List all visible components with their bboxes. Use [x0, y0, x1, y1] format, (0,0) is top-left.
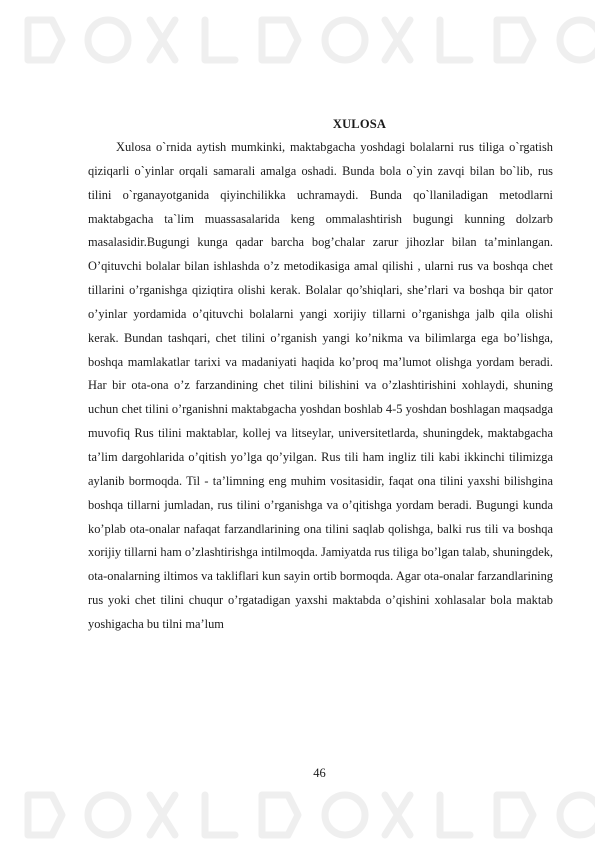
watermark-tile-row-2 — [28, 795, 595, 835]
body-paragraph: Xulosa o`rnida aytish mumkinki, maktabgacha yoshdagi bolalarni rus tiliga o`rgatish qiziqarli o`yinlar orqali samarali amalga oshadi. Bunda bola o`yin zavqi bilan bo`lib, rus tilini o`rganayotganida qiyinchilikka uchramaydi. Bunda qo`llaniladigan metodlarni maktabgacha ta`lim muassasalarida keng ommalashtirish bugungi kunning dolzarb masalasidir.Bugungi kunga qadar barcha bog’chalar zarur jihozlar bilan ta’minlangan. O’qituvchi bolalar bilan ishlashda o’z metodikasiga amal qilishi , ularni rus va boshqa chet tillarini o’rganishga qiziqtira olishi kerak. Bolalar qo’shiqlari, she’rlari va boshqa bir qator o’yinlar yordamida o’qituvchi bolalarni yangi xorijiy tillarni o’rganishga jalb qila olishi kerak. Bundan tashqari, chet tilini o’rganish yangi ko’nikma va bilimlarga ega bo’lishga, boshqa mamlakatlar tarixi va madaniyati haqida ko’proq ma’lumot olishga yordam beradi. Har bir ota-ona o’z farzandining chet tilini bilishini va o’zlashtirishini xohlaydi, shuning uchun chet tilini o’rganishni maktabgacha yoshdan boshlab 4-5 yoshdan boshlagan maqsadga muvofiq Rus tilini maktablar, kollej va litseylar, universitetlarda, shuningdek, maktabgacha ta’lim dargohlarida o’qitish yo’lga qo’yilgan. Rus tili ham ingliz tili kabi ikkinchi tilimizga aylanib bormoqda. Til - ta’limning eng muhim vositasidir, faqat ona tilini yaxshi bilishgina boshqa tillarni jumladan, rus tilini o’rganishga va o’qitishga yordam beradi. Bugungi kunda ko’plab ota-onalar nafaqat farzandlarining ona tilini saqlab qolishga, balki rus tili va boshqa xorijiy tillarni ham o’zlashtirishga intilmoqda. Jamiyatda rus tiliga bo’lgan talab, shuningdek, ota-onalarning iltimos va takliflari kun sayin ortib bormoqda. Agar ota-onalar farzandlarining rus yoki chet tilini chuqur o’rgatadigan yaxshi maktabda o’qishini xohlasalar bola maktab yoshigacha bu tilni ma’lum — [88, 140, 553, 631]
page-content — [88, 112, 553, 637]
page-number: 46 — [313, 766, 326, 780]
section-title: XULOSA — [332, 117, 387, 131]
watermark-tile-row-1 — [28, 20, 595, 60]
